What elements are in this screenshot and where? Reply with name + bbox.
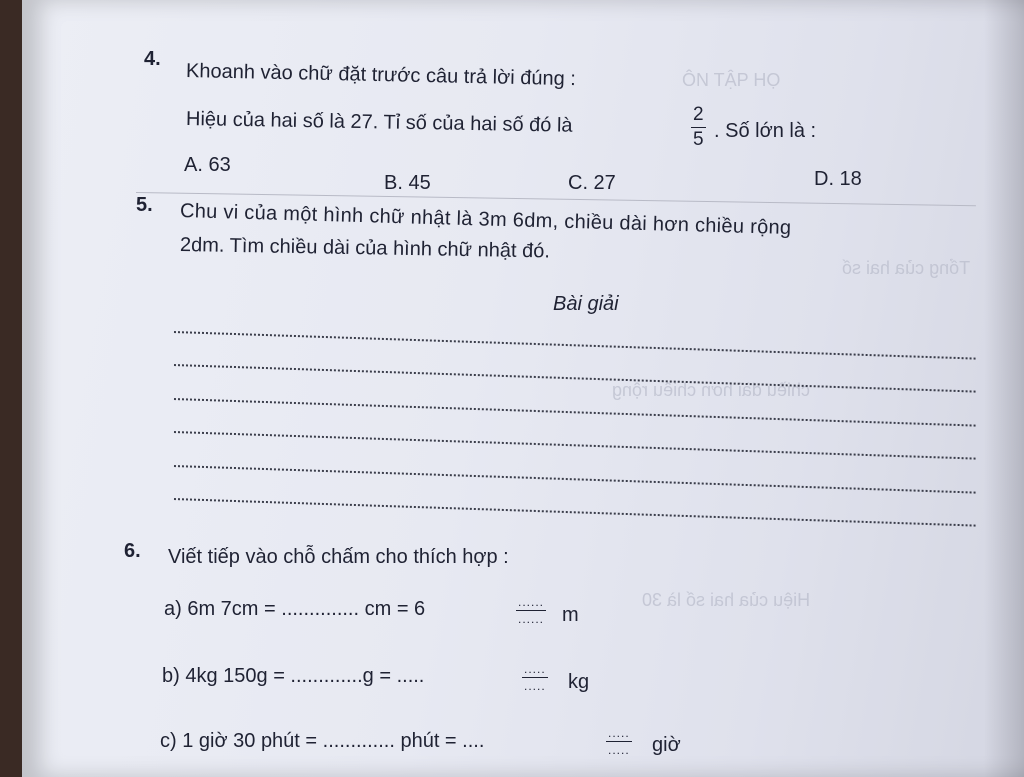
bleed-through-text: chiều dài hơn chiều rộng xyxy=(612,380,810,400)
q6-b-fraction xyxy=(522,662,548,693)
q4-fraction xyxy=(691,104,706,151)
q5-number: 5. xyxy=(136,194,153,216)
fraction-numerator: ..... xyxy=(524,662,546,676)
fraction-numerator: ..... xyxy=(608,726,630,740)
q4-option-c: C. 27 xyxy=(568,172,616,194)
q6-c-text: c) 1 giờ 30 phút = ............. phút = .... xyxy=(160,730,485,752)
q5-text-line1: Chu vi của một hình chữ nhật là 3m 6dm, chiều dài hơn chiều rộng xyxy=(179,200,792,240)
fraction-bar xyxy=(516,610,546,611)
q4-question-text: Hiệu của hai số là 27. Tỉ số của hai số đó là xyxy=(185,108,573,137)
fraction-numerator: 2 xyxy=(693,104,704,125)
q4-number: 4. xyxy=(144,48,161,70)
fraction-denominator: ..... xyxy=(608,743,630,757)
bleed-through-text: Hiệu của hai số là 30 xyxy=(642,590,811,610)
q6-c-fraction xyxy=(606,726,632,757)
q6-b-text: b) 4kg 150g = .............g = ..... xyxy=(162,665,425,687)
fraction-denominator: ...... xyxy=(518,612,545,626)
page-shadow xyxy=(984,0,1024,777)
q6-b-unit: kg xyxy=(568,671,590,693)
q6-a-text: a) 6m 7cm = .............. cm = 6 xyxy=(164,598,426,620)
fraction-bar xyxy=(691,127,706,128)
q6-a-fraction xyxy=(516,595,546,626)
fraction-denominator: ..... xyxy=(524,679,546,693)
fraction-bar xyxy=(522,677,548,678)
q4-option-d: D. 18 xyxy=(814,168,862,190)
q5-solution-heading: Bài giải xyxy=(553,293,619,315)
fraction-bar xyxy=(606,741,632,742)
q5-text-line2: 2dm. Tìm chiều dài của hình chữ nhật đó. xyxy=(179,234,551,263)
q4-question-end: . Số lớn là : xyxy=(714,120,817,142)
bleed-through-text: Tổng của hai số xyxy=(842,258,971,278)
q4-instruction: Khoanh vào chữ đặt trước câu trả lời đúng : xyxy=(185,60,577,91)
q6-instruction: Viết tiếp vào chỗ chấm cho thích hợp : xyxy=(168,546,509,568)
q4-option-a: A. 63 xyxy=(184,154,231,176)
bleed-through-text: ÔN TẬP HỌ xyxy=(682,70,781,90)
q4-option-b: B. 45 xyxy=(384,172,431,194)
fraction-numerator: ...... xyxy=(518,595,545,609)
q6-number: 6. xyxy=(124,540,141,562)
q6-c-unit: giờ xyxy=(652,734,681,756)
fraction-denominator: 5 xyxy=(693,129,704,150)
q6-a-unit: m xyxy=(562,604,579,626)
